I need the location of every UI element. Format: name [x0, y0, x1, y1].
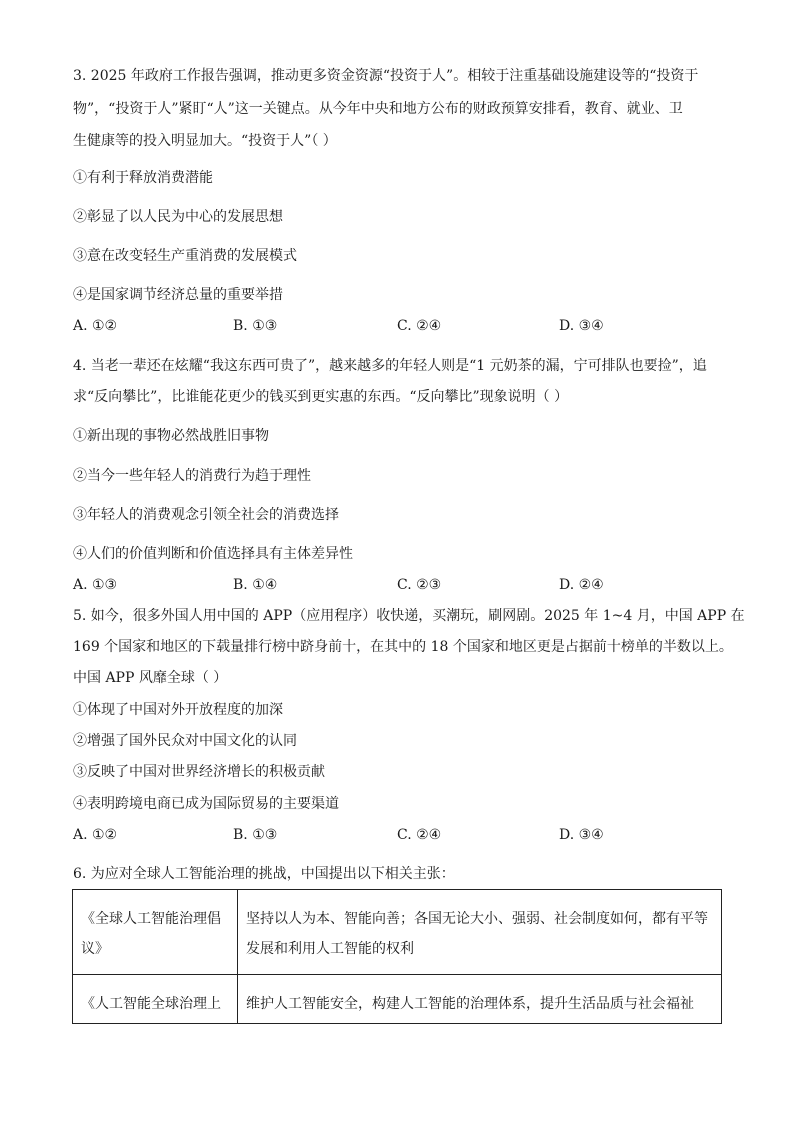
q5-option-d[interactable]: D. ③④: [559, 827, 604, 843]
q4-option-b[interactable]: B. ①④: [233, 577, 278, 593]
q3-item-3: ③意在改变轻生产重消费的发展模式: [73, 248, 297, 264]
table-cell-document: 《全球人工智能治理倡议》: [73, 890, 238, 975]
q5-stem-line-2: 169 个国家和地区的下载量排行榜中跻身前十，在其中的 18 个国家和地区更是占据前十榜单的半数以上。: [73, 639, 733, 655]
q3-stem-line-1: 3. 2025 年政府工作报告强调，推动更多资金资源“投资于人”。相较于注重基础设施建设等的“投资于: [73, 68, 699, 84]
q4-item-1: ①新出现的事物必然战胜旧事物: [73, 428, 269, 444]
q5-options: [73, 825, 723, 845]
q4-options: [73, 575, 723, 595]
q4-item-4: ④人们的价值判断和价值选择具有主体差异性: [73, 546, 353, 562]
q5-option-c[interactable]: C. ②④: [397, 827, 442, 843]
q3-stem-line-3: 生健康等的投入明显加大。“投资于人”（ ）: [73, 133, 337, 149]
q6-stem: 6. 为应对全球人工智能治理的挑战，中国提出以下相关主张：: [73, 866, 455, 882]
q5-item-1: ①体现了中国对外开放程度的加深: [73, 702, 283, 718]
q3-option-d[interactable]: D. ③④: [559, 318, 604, 334]
q5-stem-line-1: 5. 如今，很多外国人用中国的 APP（应用程序）收快递，买潮玩，刷网剧。2025 年 1~4 月，中国 APP 在: [73, 608, 745, 624]
q5-item-4: ④表明跨境电商已成为国际贸易的主要渠道: [73, 796, 339, 812]
q5-option-a[interactable]: A. ①②: [73, 827, 118, 843]
table-row: [73, 890, 722, 975]
q3-option-b[interactable]: B. ①③: [233, 318, 278, 334]
q4-stem-line-1: 4. 当老一辈还在炫耀“我这东西可贵了”，越来越多的年轻人则是“1 元奶茶的漏，宁可排队也要捡”，追: [73, 358, 707, 374]
q5-item-2: ②增强了国外民众对中国文化的认同: [73, 733, 297, 749]
q5-item-3: ③反映了中国对世界经济增长的积极贡献: [73, 764, 325, 780]
q4-option-d[interactable]: D. ②④: [559, 577, 604, 593]
q5-option-b[interactable]: B. ①③: [233, 827, 278, 843]
q4-option-c[interactable]: C. ②③: [397, 577, 442, 593]
q3-item-1: ①有利于释放消费潜能: [73, 170, 213, 186]
table-cell-document: 《人工智能全球治理上: [73, 975, 238, 1024]
q6-proposals-table: [72, 889, 722, 1024]
q3-option-a[interactable]: A. ①②: [73, 318, 118, 334]
q3-option-c[interactable]: C. ②④: [397, 318, 442, 334]
q3-options: [73, 316, 723, 336]
q4-item-3: ③年轻人的消费观念引领全社会的消费选择: [73, 507, 339, 523]
q4-option-a[interactable]: A. ①③: [73, 577, 118, 593]
q4-item-2: ②当今一些年轻人的消费行为趋于理性: [73, 468, 311, 484]
q3-item-4: ④是国家调节经济总量的重要举措: [73, 287, 283, 303]
table-cell-content: 维护人工智能安全，构建人工智能的治理体系，提升生活品质与社会福祉: [238, 975, 722, 1024]
q4-stem-line-2: 求“反向攀比”，比谁能花更少的钱买到更实惠的东西。“反向攀比”现象说明（ ）: [73, 389, 569, 405]
q3-stem-line-2: 物”，“投资于人”紧盯“人”这一关键点。从今年中央和地方公布的财政预算安排看，教育、就业、卫: [73, 101, 683, 117]
q3-item-2: ②彰显了以人民为中心的发展思想: [73, 209, 283, 225]
table-cell-content: 坚持以人为本、智能向善；各国无论大小、强弱、社会制度如何，都有平等发展和利用人工智能的权利: [238, 890, 722, 975]
table-row: [73, 975, 722, 1024]
q5-stem-line-3: 中国 APP 风靡全球（ ）: [73, 670, 228, 686]
